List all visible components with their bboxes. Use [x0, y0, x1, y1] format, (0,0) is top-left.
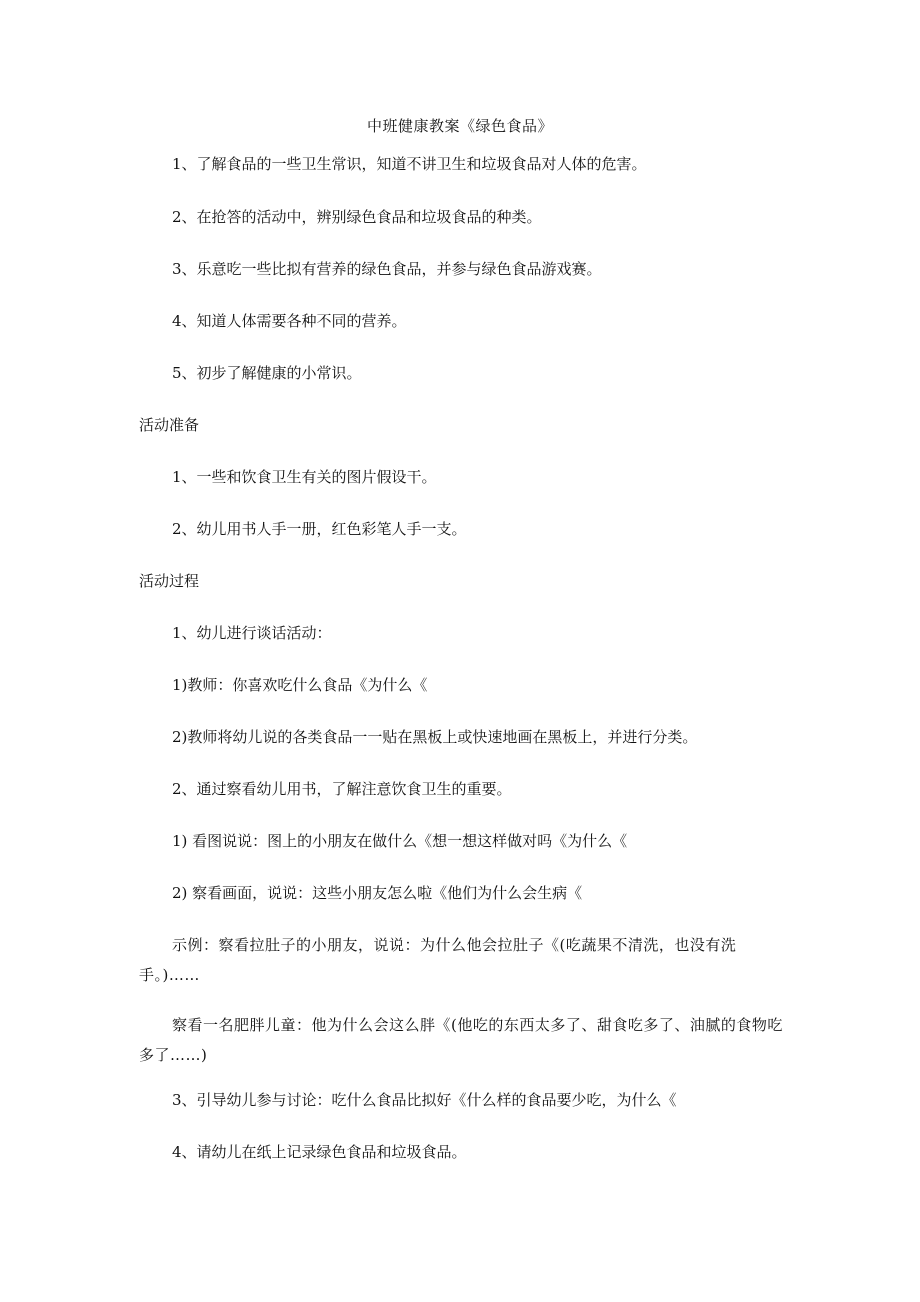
prep-item-1: 1、一些和饮食卫生有关的图片假设干。 — [172, 468, 437, 486]
process-step-1a: 1)教师：你喜欢吃什么食品《为什么《 — [172, 676, 428, 694]
goal-item-3: 3、乐意吃一些比拟有营养的绿色食品，并参与绿色食品游戏赛。 — [172, 260, 602, 278]
process-heading: 活动过程 — [139, 572, 200, 590]
process-step-1b: 2)教师将幼儿说的各类食品一一贴在黑板上或快速地画在黑板上，并进行分类。 — [172, 728, 698, 746]
process-step-1: 1、幼儿进行谈话活动： — [172, 624, 332, 642]
goal-item-2: 2、在抢答的活动中，辨别绿色食品和垃圾食品的种类。 — [172, 208, 542, 226]
document-title: 中班健康教案《绿色食品》 — [366, 117, 553, 135]
process-step-3: 3、引导幼儿参与讨论：吃什么食品比拟好《什么样的食品要少吃，为什么《 — [172, 1091, 677, 1109]
process-step-2a: 1) 看图说说：图上的小朋友在做什么《想一想这样做对吗《为什么《 — [172, 832, 628, 850]
process-step-2: 2、通过察看幼儿用书，了解注意饮食卫生的重要。 — [172, 780, 512, 798]
process-step-2b: 2) 察看画面，说说：这些小朋友怎么啦《他们为什么会生病《 — [172, 884, 583, 902]
goal-item-1: 1、了解食品的一些卫生常识，知道不讲卫生和垃圾食品对人体的危害。 — [172, 155, 647, 173]
process-step-4: 4、请幼儿在纸上记录绿色食品和垃圾食品。 — [172, 1143, 467, 1161]
example-paragraph-2: 察看一名肥胖儿童：他为什么会这么胖《(他吃的东西太多了、甜食吃多了、油腻的食物吃多了……) — [139, 1016, 783, 1064]
example-paragraph-1: 示例：察看拉肚子的小朋友，说说：为什么他会拉肚子《(吃蔬果不清洗，也没有洗手。)…… — [139, 936, 737, 984]
goal-item-5: 5、初步了解健康的小常识。 — [172, 364, 362, 382]
prep-item-2: 2、幼儿用书人手一册，红色彩笔人手一支。 — [172, 520, 467, 538]
goal-item-4: 4、知道人体需要各种不同的营养。 — [172, 312, 407, 330]
prep-heading: 活动准备 — [139, 416, 200, 434]
